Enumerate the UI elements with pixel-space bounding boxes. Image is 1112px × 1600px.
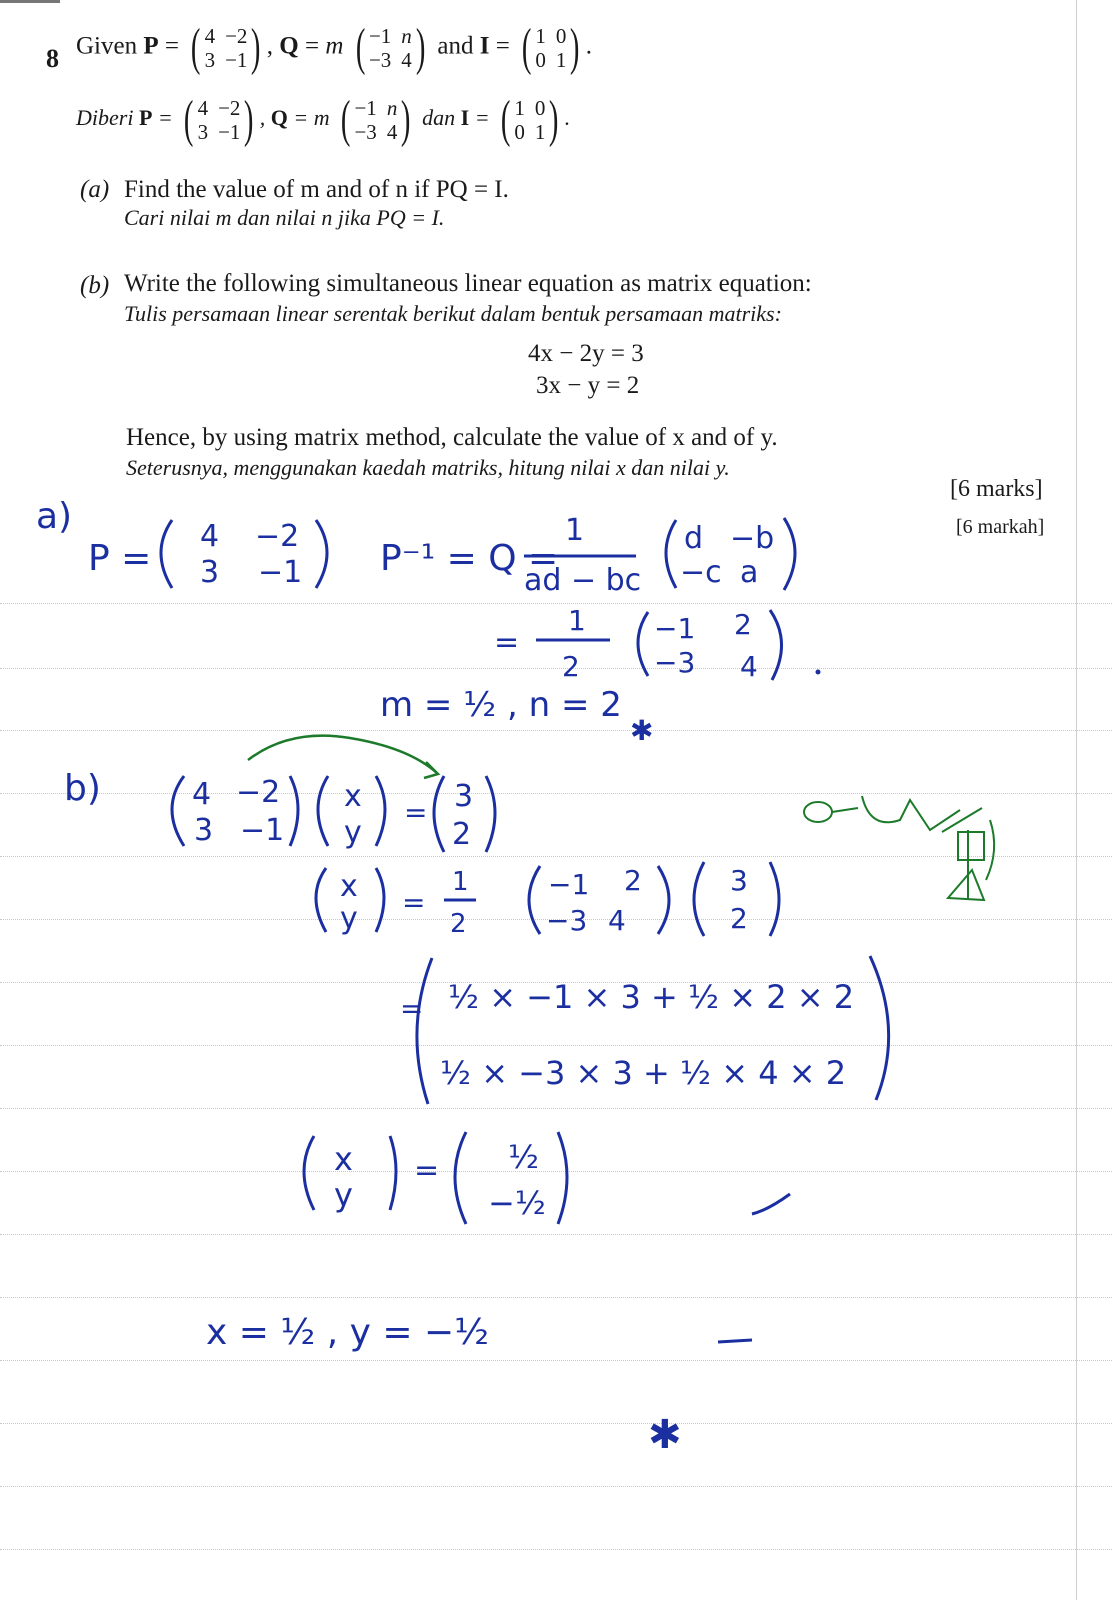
matrix-cell: 3 <box>197 120 209 144</box>
equation-2: 3x − y = 2 <box>536 372 640 399</box>
done-mark: ✱ <box>630 714 654 747</box>
marks-en: [6 marks] <box>950 476 1043 502</box>
question-number: 8 <box>46 44 59 73</box>
hand-cell: −3 <box>654 646 696 679</box>
formula-num: 1 <box>565 513 585 548</box>
hand-cell: x <box>340 869 358 904</box>
hand-cell: 3 <box>200 555 220 590</box>
part-a-text-en: Find the value of m and of n if PQ = I. <box>124 176 509 203</box>
hence-text-ms: Seterusnya, menggunakan kaedah matriks, hitung nilai x dan nilai y. <box>126 455 730 480</box>
p-inverse-eq: P⁻¹ = Q = <box>380 538 559 579</box>
hand-cell: 3 <box>454 779 474 814</box>
matrix-cell: 3 <box>204 48 216 72</box>
hand-cell: x <box>334 1140 353 1178</box>
hand-cell: −3 <box>546 904 588 937</box>
right-bracket <box>290 776 298 846</box>
part-b-text-en: Write the following simultaneous linear equation as matrix equation: <box>124 270 812 297</box>
matrix-cell: 1 <box>514 96 525 120</box>
hand-cell: ½ <box>508 1138 540 1176</box>
left-bracket <box>434 776 444 852</box>
right-bracket <box>316 520 327 588</box>
hand-cell: −1 <box>240 813 285 848</box>
matrix-q: ( −1 n −3 4 ) <box>341 91 411 148</box>
formula-den: ad − bc <box>524 563 642 598</box>
hand-cell: y <box>344 815 362 850</box>
hand-frac-num: 1 <box>452 867 469 897</box>
matrix-cell: −1 <box>368 24 392 48</box>
right-bracket <box>376 868 384 932</box>
left-bracket <box>666 520 676 588</box>
equals-sign: = <box>404 796 428 829</box>
left-bracket <box>316 868 326 932</box>
hand-cell: 2 <box>624 864 642 897</box>
right-bracket <box>870 956 889 1100</box>
hand-cell: 3 <box>730 864 748 897</box>
matrix-cell: 0 <box>535 48 546 72</box>
and-word: and <box>437 32 474 60</box>
left-bracket <box>694 862 704 936</box>
m-variable: m <box>325 32 344 60</box>
hand-cell: y <box>340 901 358 936</box>
hand-cell: −b <box>730 521 775 556</box>
hand-cell: −c <box>680 555 722 590</box>
result-a: m = ½ , n = 2 <box>380 685 622 725</box>
matrix-cell: −1 <box>218 120 241 144</box>
matrix-cell: 4 <box>386 120 398 144</box>
equals-sign: = <box>414 1153 440 1188</box>
equals-sign: = <box>402 886 426 919</box>
hand-cell: 2 <box>734 608 752 641</box>
hand-cell: −1 <box>548 868 590 901</box>
left-bracket <box>417 958 432 1104</box>
inv-frac-num: 1 <box>568 604 586 637</box>
matrix-cell: −3 <box>368 48 392 72</box>
matrix-cell: −2 <box>225 24 248 48</box>
right-bracket <box>770 610 782 680</box>
part-a-text-ms: Cari nilai m dan nilai n jika PQ = I. <box>124 205 445 230</box>
left-bracket <box>172 776 184 846</box>
given-intro: Given <box>76 32 138 60</box>
hand-cell: 4 <box>200 519 220 554</box>
left-bracket <box>304 1136 314 1210</box>
matrix-cell: −2 <box>218 96 241 120</box>
tick-mark <box>752 1194 790 1214</box>
equation-1: 4x − 2y = 3 <box>528 340 644 367</box>
left-bracket <box>455 1132 466 1224</box>
given-line-en: Given P = ( 4 −2 3 −1 ) , Q = m ( −1 n −3 4 ) and I = ( 1 0 0 1 ) . <box>76 19 592 76</box>
matrix-cell: 1 <box>534 120 546 144</box>
matrix-cell: 4 <box>197 96 209 120</box>
matrix-cell: 0 <box>514 120 525 144</box>
right-bracket <box>770 862 779 936</box>
part-b-text-ms: Tulis persamaan linear serentak berikut dalam bentuk persamaan matriks: <box>124 301 782 326</box>
matrix-cell: 0 <box>555 24 567 48</box>
matrix-i: ( 1 0 0 1 ) <box>521 19 580 76</box>
marks-ms: [6 markah] <box>956 516 1045 538</box>
matrix-cell: 0 <box>534 96 546 120</box>
matrix-cell: −1 <box>354 96 377 120</box>
left-bracket <box>161 520 172 588</box>
matrix-cell: 4 <box>204 24 216 48</box>
hand-cell: 2 <box>730 902 748 935</box>
part-b-label: (b) <box>80 272 110 299</box>
hand-cell: −½ <box>488 1184 546 1222</box>
hand-cell: 2 <box>452 817 472 852</box>
inv-frac-den: 2 <box>562 650 580 683</box>
part-a-label: (a) <box>80 176 110 203</box>
answer-b-label: b) <box>64 768 101 809</box>
matrix-q: ( −1 n −3 4 ) <box>355 19 426 76</box>
work-row-2: ½ × −3 × 3 + ½ × 4 × 2 <box>440 1054 847 1092</box>
q-name: Q <box>270 105 288 131</box>
hand-cell: 4 <box>608 904 626 937</box>
m-variable: m <box>313 105 330 131</box>
matrix-cell: 1 <box>555 48 567 72</box>
left-bracket <box>529 866 540 934</box>
left-bracket <box>638 612 648 676</box>
done-mark: ✱ <box>648 1412 682 1458</box>
hand-cell: −2 <box>236 775 281 810</box>
left-bracket <box>318 776 328 846</box>
dash-mark <box>718 1340 752 1342</box>
hand-cell: −2 <box>255 519 300 554</box>
hand-cell: x <box>344 779 362 814</box>
answer-a-label: a) <box>36 496 73 537</box>
hand-frac-den: 2 <box>450 909 467 939</box>
equals-sign: = <box>494 625 520 660</box>
p-equals: P = <box>88 538 152 579</box>
green-doodle <box>804 796 994 900</box>
matrix-p: ( 4 −2 3 −1 ) <box>184 91 254 148</box>
right-bracket <box>390 1136 396 1210</box>
hand-cell: a <box>740 555 759 590</box>
result-b: x = ½ , y = −½ <box>206 1312 489 1353</box>
matrix-cell: n <box>386 96 398 120</box>
right-bracket <box>784 518 795 590</box>
matrix-cell: 1 <box>535 24 546 48</box>
p-name: P <box>143 32 159 60</box>
hand-cell: 3 <box>194 813 214 848</box>
hand-cell: 4 <box>740 650 758 683</box>
hand-cell: 4 <box>192 777 212 812</box>
matrix-i: ( 1 0 0 1 ) <box>500 91 559 148</box>
work-row-1: ½ × −1 × 3 + ½ × 2 × 2 <box>448 978 855 1016</box>
p-name: P <box>138 105 153 131</box>
matrix-cell: n <box>401 24 412 48</box>
matrix-cell: −1 <box>225 48 248 72</box>
matrix-cell: 4 <box>401 48 412 72</box>
right-bracket <box>486 776 495 852</box>
dan-word: dan <box>422 105 456 131</box>
hand-cell: d <box>684 521 704 556</box>
given-intro-ms: Diberi <box>76 105 134 131</box>
right-bracket <box>376 776 385 846</box>
hand-cell: −1 <box>258 555 303 590</box>
green-arrow <box>248 736 438 774</box>
i-name: I <box>479 32 490 60</box>
matrix-p: ( 4 −2 3 −1 ) <box>191 19 261 76</box>
hand-cell: −1 <box>654 612 696 645</box>
given-line-ms: Diberi P = ( 4 −2 3 −1 ) , Q = m ( −1 n −3 4 ) dan I = ( 1 0 0 1 ) . <box>76 91 571 148</box>
matrix-cell: −3 <box>354 120 377 144</box>
right-bracket <box>558 1132 567 1224</box>
i-name: I <box>460 105 470 131</box>
hand-cell: y <box>334 1176 353 1214</box>
right-bracket <box>658 866 669 934</box>
hence-text-en: Hence, by using matrix method, calculate the value of x and of y. <box>126 424 778 451</box>
dot <box>816 670 821 675</box>
equals-sign: = <box>400 992 424 1025</box>
q-name: Q <box>279 32 299 60</box>
